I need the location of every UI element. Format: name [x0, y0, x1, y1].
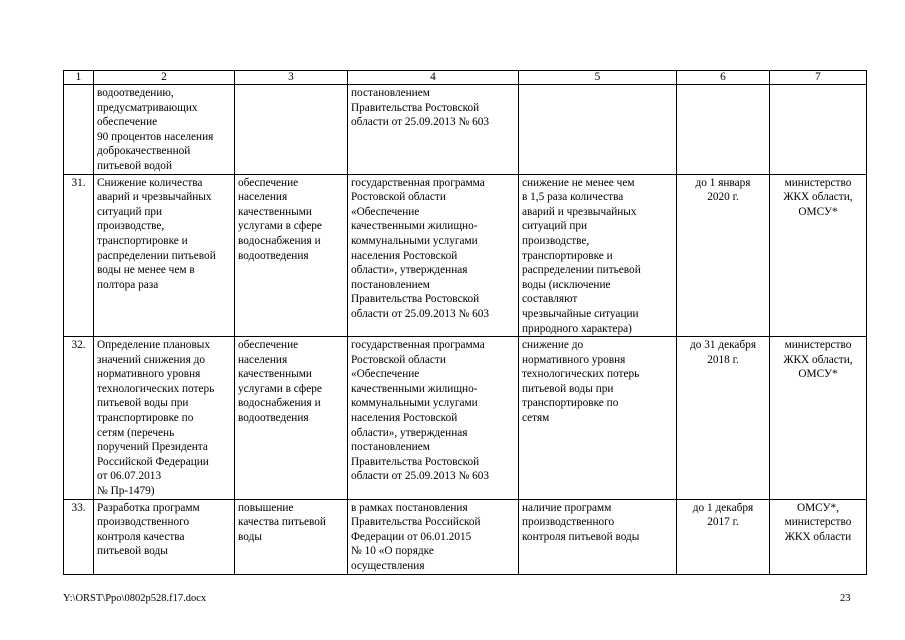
row-number [64, 85, 94, 175]
measure-cell [94, 337, 235, 500]
cell-line: ОМСУ* [798, 205, 838, 218]
deadline-cell [677, 174, 770, 337]
cell-line: Правительства Ростовской [351, 101, 480, 114]
cell-line: воды (исключение [522, 278, 611, 291]
cell-line: снижение до [522, 339, 584, 352]
cell-line: производственного [522, 516, 615, 529]
cell-line: технологических потерь [97, 382, 215, 395]
goal-cell [235, 85, 348, 175]
cell-line: населения [238, 191, 288, 204]
executor-cell [770, 85, 867, 175]
cell-line: населения Ростовской [351, 412, 458, 425]
cell-line: ситуаций при [522, 220, 588, 233]
cell-line: населения Ростовской [351, 249, 458, 262]
cell-line: наличие программ [522, 501, 612, 514]
row-number: 33. [64, 499, 94, 574]
cell-line: до 1 января [695, 176, 751, 189]
row-number: 32. [64, 337, 94, 500]
cell-line: качественными жилищно- [351, 382, 478, 395]
cell-line: ситуаций при [97, 205, 163, 218]
cell-line: Российской Федерации [97, 455, 209, 468]
cell-line: сетям [522, 412, 550, 425]
cell-line: составляют [522, 293, 578, 306]
cell-line: министерство [784, 516, 852, 529]
cell-line: области», утвержденная [351, 264, 468, 277]
cell-line: Определение плановых [97, 339, 211, 352]
cell-line: 2018 г. [707, 353, 739, 366]
cell-line: нормативного уровня [97, 368, 201, 381]
cell-line: контроля качества [97, 530, 185, 543]
cell-line: 2020 г. [707, 191, 739, 204]
cell-line: производстве, [522, 234, 590, 247]
cell-line: питьевой водой [97, 159, 172, 172]
cell-line: области от 25.09.2013 № 603 [351, 116, 490, 129]
measures-table [63, 70, 867, 575]
cell-line: водоснабжения и [238, 397, 321, 410]
cell-line: обеспечение [238, 176, 299, 189]
cell-line: министерство [784, 176, 852, 189]
table-row [64, 85, 867, 175]
cell-line: государственная программа [351, 176, 485, 189]
cell-line: питьевой воды при [97, 397, 189, 410]
indicator-cell [519, 337, 677, 500]
measure-cell [94, 85, 235, 175]
table-row [64, 499, 867, 574]
basis-cell [348, 174, 519, 337]
deadline-cell [677, 499, 770, 574]
cell-line: постановлением [351, 441, 430, 454]
cell-line: до 1 декабря [692, 501, 754, 514]
cell-line: аварий и чрезвычайных [522, 205, 637, 218]
table-row [64, 337, 867, 500]
cell-line: «Обеспечение [351, 205, 420, 218]
cell-line: Ростовской области [351, 191, 446, 204]
header-cell: 2 [94, 71, 235, 85]
cell-line: чрезвычайные ситуации [522, 307, 639, 320]
cell-line: Снижение количества [97, 176, 203, 189]
cell-line: предусматривающих [97, 101, 198, 114]
header-cell: 3 [235, 71, 348, 85]
cell-line: области», утвержденная [351, 426, 468, 439]
cell-line: технологических потерь [522, 368, 640, 381]
cell-line: осуществления [351, 560, 425, 572]
indicator-cell [519, 174, 677, 337]
cell-line: транспортировке и [522, 249, 613, 262]
table-row [64, 174, 867, 337]
cell-line: «Обеспечение [351, 368, 420, 381]
cell-line: качественными [238, 368, 312, 381]
cell-line: государственная программа [351, 339, 485, 352]
cell-line: обеспечение [97, 116, 158, 129]
cell-line: полтора раза [97, 278, 159, 291]
cell-line: № Пр-1479) [97, 485, 155, 498]
executor-cell [770, 499, 867, 574]
executor-cell [770, 337, 867, 500]
measure-cell [94, 499, 235, 574]
cell-line: производственного [97, 516, 190, 529]
cell-line: от 06.07.2013 [97, 470, 162, 483]
cell-line: ЖКХ области, [783, 191, 853, 204]
cell-line: Правительства Российской [351, 516, 481, 529]
cell-line: Ростовской области [351, 353, 446, 366]
cell-line: в 1,5 раза количества [522, 191, 624, 204]
row-number: 31. [64, 174, 94, 337]
cell-line: распределении питьевой [522, 264, 641, 277]
cell-line: природного характера) [522, 322, 632, 335]
cell-line: в рамках постановления [351, 501, 468, 514]
goal-cell [235, 174, 348, 337]
cell-line: транспортировке и [97, 234, 188, 247]
cell-line: распределении питьевой [97, 249, 216, 262]
indicator-cell [519, 499, 677, 574]
cell-line: населения [238, 353, 288, 366]
cell-line: воды [238, 530, 262, 543]
cell-line: воды не менее чем в [97, 264, 195, 277]
cell-line: нормативного уровня [522, 353, 626, 366]
cell-line: области от 25.09.2013 № 603 [351, 307, 490, 320]
cell-line: Федерации от 06.01.2015 [351, 530, 472, 543]
cell-line: услугами в сфере [238, 220, 322, 233]
cell-line: транспортировке по [97, 412, 194, 425]
cell-line: сетям (перечень [97, 426, 175, 439]
header-cell: 1 [64, 71, 94, 85]
header-cell: 7 [770, 71, 867, 85]
cell-line: ОМСУ* [798, 368, 838, 381]
basis-cell [348, 499, 519, 574]
cell-line: министерство [784, 339, 852, 352]
header-row [64, 71, 867, 85]
cell-line: Правительства Ростовской [351, 455, 480, 468]
cell-line: качества питьевой [238, 516, 326, 529]
cell-line: 90 процентов населения [97, 130, 214, 143]
indicator-cell [519, 85, 677, 175]
basis-cell [348, 337, 519, 500]
cell-line: водоотведения [238, 249, 309, 262]
cell-line: доброкачественной [97, 145, 191, 158]
cell-line: ЖКХ области, [783, 353, 853, 366]
deadline-cell [677, 337, 770, 500]
goal-cell [235, 499, 348, 574]
executor-cell [770, 174, 867, 337]
basis-cell [348, 85, 519, 175]
cell-line: обеспечение [238, 339, 299, 352]
cell-line: качественными [238, 205, 312, 218]
cell-line: водоотведения [238, 412, 309, 425]
cell-line: Разработка программ [97, 501, 200, 514]
header-cell: 6 [677, 71, 770, 85]
cell-line: постановлением [351, 278, 430, 291]
cell-line: до 31 декабря [689, 339, 757, 352]
header-cell: 5 [519, 71, 677, 85]
cell-line: ОМСУ*, [796, 501, 840, 514]
file-path: Y:\ORST\Ppo\0802p528.f17.docx [63, 593, 207, 604]
cell-line: транспортировке по [522, 397, 619, 410]
cell-line: ЖКХ области [784, 530, 852, 543]
cell-line: Правительства Ростовской [351, 293, 480, 306]
cell-line: 2017 г. [707, 516, 739, 529]
cell-line: контроля питьевой воды [522, 530, 640, 543]
deadline-cell [677, 85, 770, 175]
cell-line: коммунальными услугами [351, 234, 478, 247]
cell-line: снижение не менее чем [522, 176, 635, 189]
cell-line: повышение [238, 501, 294, 514]
cell-line: услугами в сфере [238, 382, 322, 395]
cell-line: питьевой воды при [522, 382, 614, 395]
cell-line: значений снижения до [97, 353, 206, 366]
page-number: 23 [840, 593, 851, 604]
cell-line: производстве, [97, 220, 165, 233]
goal-cell [235, 337, 348, 500]
cell-line: № 10 «О порядке [351, 545, 434, 558]
cell-line: водоснабжения и [238, 234, 321, 247]
cell-line: области от 25.09.2013 № 603 [351, 470, 490, 483]
cell-line: питьевой воды [97, 545, 168, 558]
cell-line: водоотведению, [97, 87, 174, 99]
header-cell: 4 [348, 71, 519, 85]
cell-line: коммунальными услугами [351, 397, 478, 410]
measure-cell [94, 174, 235, 337]
cell-line: качественными жилищно- [351, 220, 478, 233]
cell-line: аварий и чрезвычайных [97, 191, 212, 204]
cell-line: поручений Президента [97, 441, 208, 454]
cell-line: постановлением [351, 87, 430, 99]
